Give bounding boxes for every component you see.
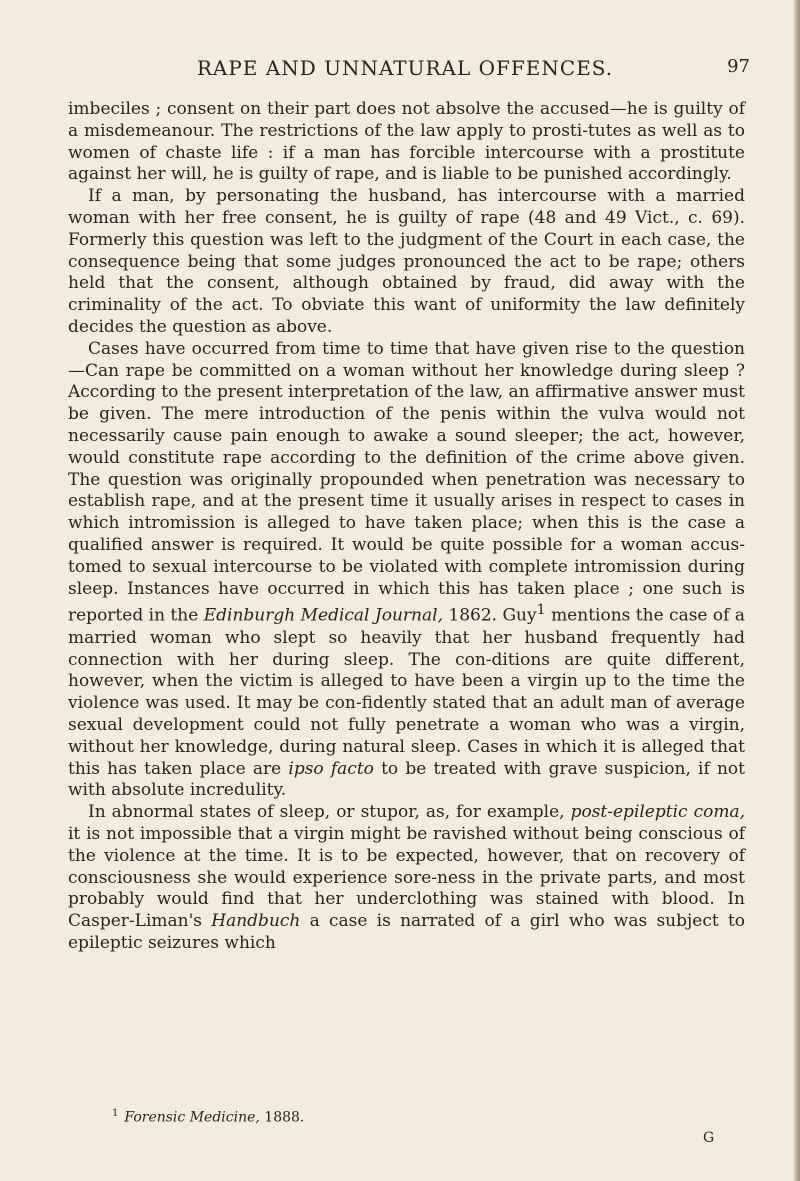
paragraph-4 <box>68 802 745 955</box>
latin-phrase: ipso facto <box>288 758 374 779</box>
page-header <box>60 56 750 86</box>
paragraph-3-middle: 1862. Guy <box>442 605 537 626</box>
footnote <box>112 1105 304 1127</box>
book-title: Handbuch <box>211 911 301 932</box>
footnote-marker: 1 <box>112 1108 119 1119</box>
signature-mark: G <box>703 1130 715 1146</box>
paragraph-4-end: a case is narrated of a girl who was subject to epileptic seizures which <box>68 911 746 953</box>
body-text <box>68 99 745 955</box>
paragraph-4-start: In abnormal states of sleep, or stupor, as, for example, <box>88 802 565 823</box>
medical-term: post-epileptic coma, <box>570 802 745 823</box>
paragraph-3-text: Cases have occurred from time to time that have given rise to the question—Can rape be committed on a woman without her knowledge during sleep ? According to the present interpretation of the law, an affirmative answer must be given. The mere introduction of the penis within the vulva would not necessarily cause pain enough to awake a sound sleeper; the act, however, would constitute rape according to the definition of the crime above given. The question was originally propounded when penetration was necessary to establish rape, and at the present time it usually arises in respect to cases in which intromission is alleged to have taken place; when this is the case a qualified answer is required. It would be quite possible for a woman accus-tomed to sexual intercourse to be violated with complete intromission during sleep. Instances have occurred in which this has taken place ; one such is reported in the <box>68 338 745 626</box>
paragraph-3 <box>68 339 745 802</box>
footnote-title: Forensic Medicine, <box>124 1109 260 1126</box>
paragraph-3-end: to be treated with grave suspicion, if not with absolute incredulity. <box>68 758 745 801</box>
running-title: RAPE AND UNNATURAL OFFENCES. <box>196 56 614 80</box>
page-edge-shadow <box>794 0 800 1181</box>
page-number: 97 <box>727 56 750 77</box>
paragraph-3-rest: mentions the case of a married woman who slept so heavily that her husband frequently had connection with her during sleep. The con-ditions are quite different, however, when the victim is alleged to have been a virgin up to the time the violence was used. It may be con-fidently stated that an adult man of average sexual development could not fully penetrate a woman who was a virgin, without her knowledge, during natural sleep. Cases in which it is alleged that this has taken place are <box>68 605 746 779</box>
footnote-year: 1888. <box>259 1109 305 1126</box>
journal-title: Edinburgh Medical Journal, <box>203 605 443 626</box>
footnote-reference: 1 <box>536 602 546 619</box>
paragraph-4-middle: it is not impossible that a virgin might be ravished without being conscious of the violence at the time. It is to be expected, however, that on recovery of consciousness she would experience sore-ness in the private parts, and most probably would find that her underclothing was stained with blood. In Casper-Liman's <box>68 823 745 932</box>
paragraph-1: imbeciles ; consent on their part does not absolve the accused—he is guilty of a misdemeanour. The restrictions of the law apply to prosti-tutes as well as to women of chaste life : if a man has forcible intercourse with a prostitute against her will, he is guilty of rape, and is liable to be punished accordingly. <box>68 99 745 185</box>
paragraph-2: If a man, by personating the husband, has intercourse with a married woman with her free consent, he is guilty of rape (48 and 49 Vict., c. 69). Formerly this question was left to the judgment of the Court in each case, the consequence being that some judges pronounced the act to be rape; others held that the consent, although obtained by fraud, did away with the criminality of the act. To obviate this want of uniformity the law definitely decides the question as above. <box>68 186 745 337</box>
